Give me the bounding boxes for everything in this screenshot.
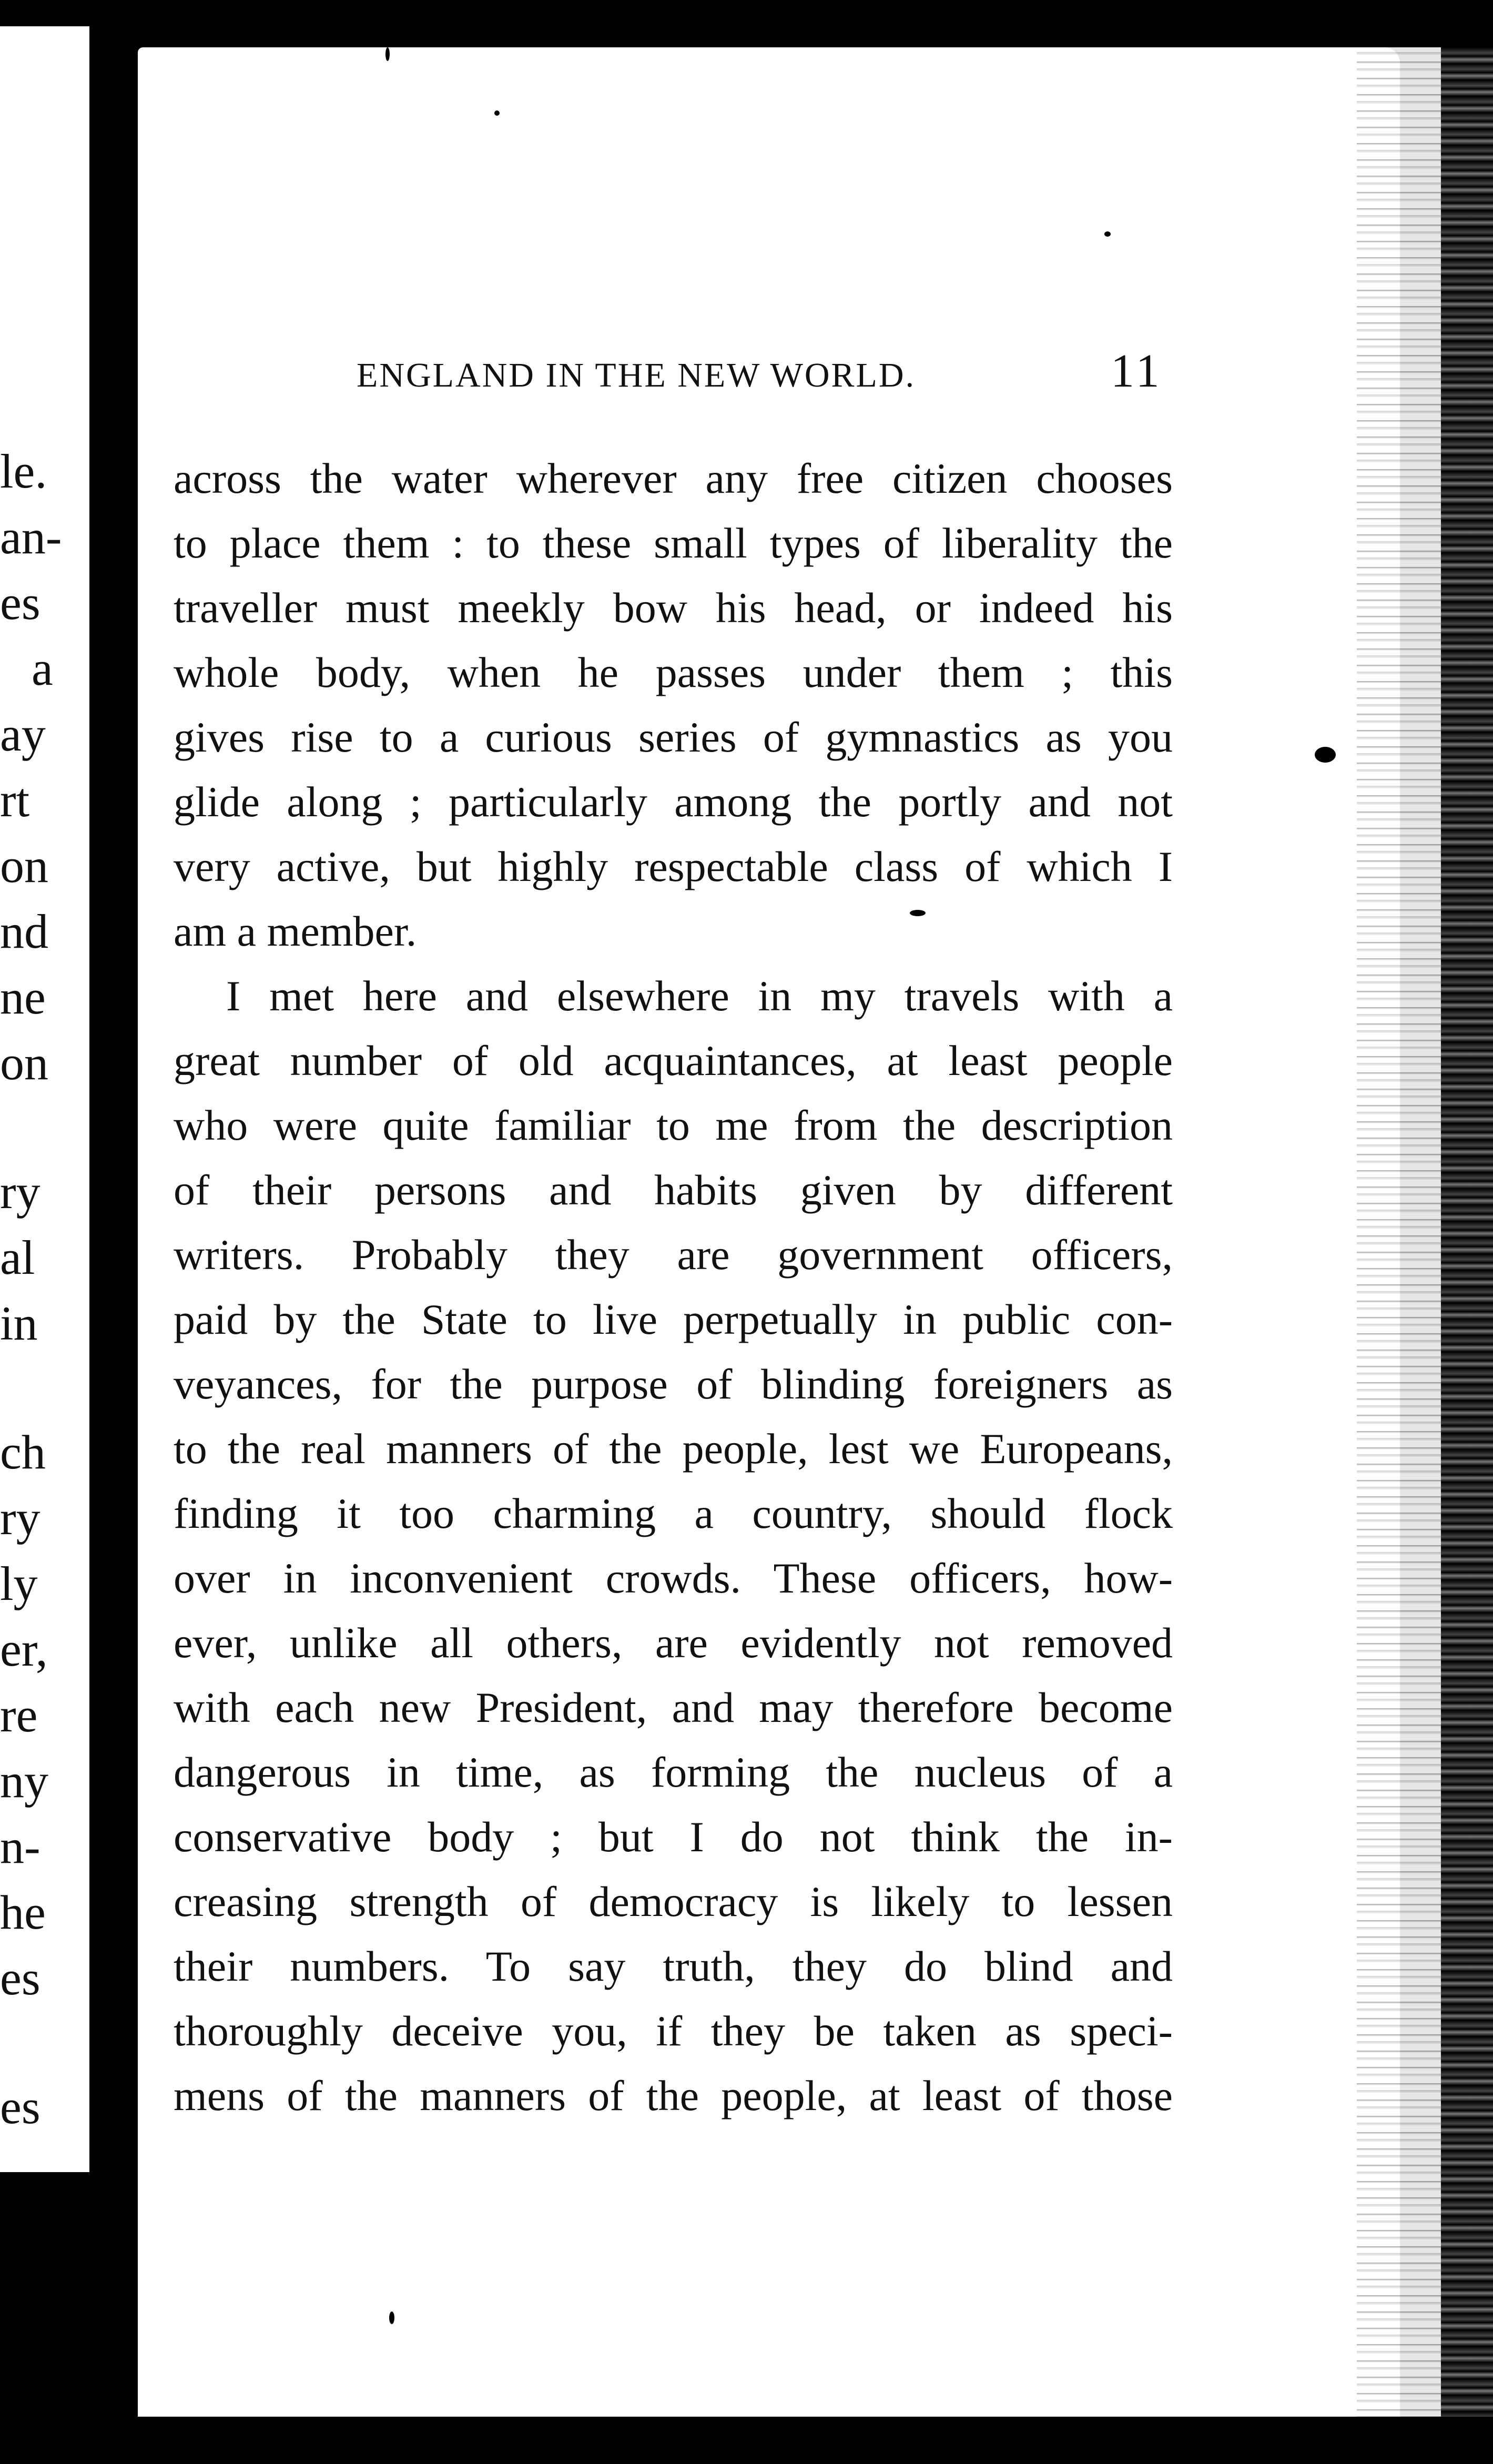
- facing-page-fragment: ly: [0, 1557, 38, 1610]
- body-text: [174, 446, 1173, 2128]
- text-line: I met here and elsewhere in my travels with a: [226, 972, 1173, 1020]
- facing-page-edge: [0, 26, 89, 2172]
- facing-page-fragment: an-: [0, 510, 62, 564]
- text-line: over in inconvenient crowds. These officers, how-: [174, 1554, 1173, 1602]
- running-title: ENGLAND IN THE NEW WORLD.: [357, 356, 916, 394]
- speck: [389, 2311, 394, 2324]
- facing-page-fragment: al: [0, 1231, 35, 1284]
- text-line: writers. Probably they are government officers,: [174, 1231, 1173, 1279]
- text-line: conservative body ; but I do not think the in-: [174, 1813, 1173, 1861]
- facing-page-fragment: ry: [0, 1165, 40, 1219]
- text-line: their numbers. To say truth, they do blind and: [174, 1942, 1173, 1990]
- speck: [494, 110, 500, 116]
- facing-page-fragment: on: [0, 839, 48, 893]
- facing-page-fragment: nd: [0, 905, 48, 958]
- facing-page-fragment: on: [0, 1036, 48, 1090]
- text-line: veyances, for the purpose of blinding foreigners as: [174, 1360, 1173, 1408]
- facing-page-fragment: er,: [0, 1623, 48, 1676]
- text-line: across the water wherever any free citizen chooses: [174, 454, 1173, 502]
- speck: [1315, 747, 1336, 763]
- facing-page-fragment: ry: [0, 1491, 40, 1545]
- text-line: who were quite familiar to me from the description: [174, 1101, 1173, 1149]
- speck: [385, 47, 390, 61]
- text-line: to the real manners of the people, lest we Europeans,: [174, 1425, 1173, 1473]
- text-line: finding it too charming a country, should flock: [174, 1489, 1173, 1537]
- text-line: thoroughly deceive you, if they be taken as speci-: [174, 2007, 1173, 2055]
- text-line: with each new President, and may therefore become: [174, 1684, 1173, 1731]
- facing-page-fragment: a: [32, 642, 53, 695]
- speck: [1104, 231, 1111, 237]
- text-line: whole body, when he passes under them ; this: [174, 648, 1173, 696]
- text-line: am a member.: [174, 907, 417, 955]
- text-line: traveller must meekly bow his head, or indeed his: [174, 584, 1173, 632]
- facing-page-fragment: es: [0, 576, 40, 630]
- facing-page-fragment: n-: [0, 1820, 40, 1873]
- facing-page-fragment: es: [0, 2080, 40, 2134]
- facing-page-fragment: es: [0, 1951, 40, 2005]
- facing-page-fragment: re: [0, 1688, 38, 1742]
- text-line: creasing strength of democracy is likely to lessen: [174, 1878, 1173, 1925]
- text-line: gives rise to a curious series of gymnastics as you: [174, 713, 1173, 761]
- facing-page-fragment: le.: [0, 444, 47, 498]
- facing-page-fragment: rt: [0, 773, 30, 827]
- text-line: mens of the manners of the people, at least of those: [174, 2072, 1173, 2120]
- facing-page-fragment: ne: [0, 970, 46, 1024]
- text-line: glide along ; particularly among the portly and not: [174, 778, 1173, 826]
- text-line: great number of old acquaintances, at least people: [174, 1037, 1173, 1084]
- page-edge-shadow: [1441, 47, 1493, 2417]
- facing-page-fragment: ch: [0, 1425, 46, 1479]
- text-line: dangerous in time, as forming the nucleus of a: [174, 1748, 1173, 1796]
- facing-page-fragment: in: [0, 1296, 38, 1350]
- facing-page-fragment: he: [0, 1885, 46, 1939]
- text-line: very active, but highly respectable class of which I: [174, 843, 1173, 890]
- text-line: to place them : to these small types of liberality the: [174, 519, 1173, 567]
- text-line: paid by the State to live perpetually in public con-: [174, 1295, 1173, 1343]
- facing-page-fragment: ay: [0, 707, 46, 761]
- page-number: 11: [1111, 345, 1163, 397]
- text-line: of their persons and habits given by different: [174, 1166, 1173, 1214]
- facing-page-fragment: ny: [0, 1754, 48, 1808]
- text-line: ever, unlike all others, are evidently not removed: [174, 1619, 1173, 1667]
